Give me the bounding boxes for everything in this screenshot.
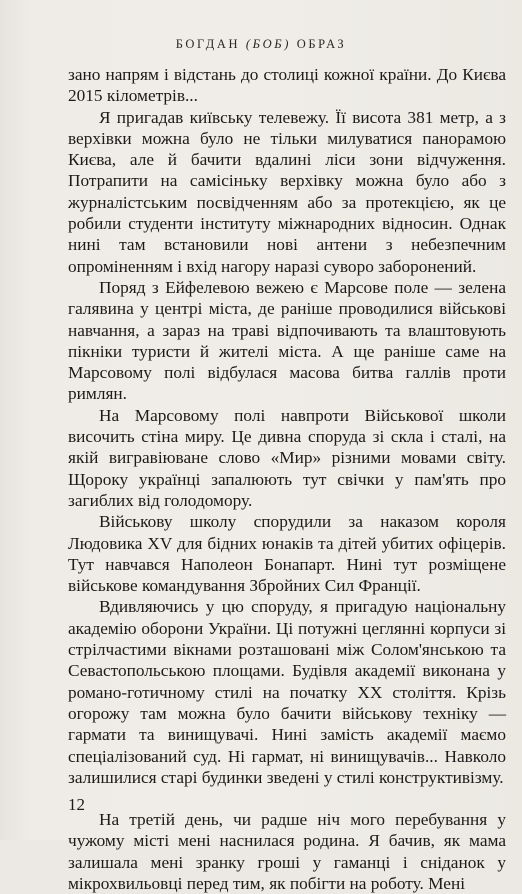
- page-number: 12: [68, 795, 85, 814]
- running-head-nickname: (БОБ): [245, 37, 291, 51]
- paragraph: Вдивляючись у цю споруду, я пригадую національну академію оборони України. Ці потужні цеглянні корпуси зі стрілчастими вікнами розташовані між Солом'янською та Севастопольською площами. Будівля академії виконана у романо-готичному стилі на початку XX століття. Крізь огорожу там можна було бачити військову техніку — гармати та винищувачі. Нині замість академії маємо спеціалізований суд. Ні гармат, ні винищувачів... Навколо залишилися старі будинки зведені у стилі конструктивізму.: [68, 597, 506, 787]
- body-text: [68, 64, 506, 894]
- paragraph: На третій день, чи радше ніч мого перебування у чужому місті мені наснилася родина. Я бачив, як мама залишала мені зранку гроші у гаманці і сніданок у мікрохвильовці перед тим, як побігти на роботу. Мені: [68, 810, 506, 893]
- running-head-surname: ОБРАЗ: [296, 37, 347, 51]
- paragraph: Поряд з Ейфелевою вежею є Марсове поле — зелена галявина у центрі міста, де раніше проводилися військові навчання, а зараз на траві відпочивають та влаштовують пікніки туристи й жителі міста. А ще раніше саме на Марсовому полі відбулася масова битва галлів проти римлян.: [68, 277, 506, 404]
- paragraph: Я пригадав київську телевежу. Її висота 381 метр, а з верхівки можна було не тільки милуватися панорамою Києва, але й бачити вдалині ліси зони відчуження. Потрапити на самісіньку верхівку можна було або з журналістським посвідченням або за протекцією, як це робили студенти інституту міжнародних відносин. Однак нині там встановили нові антени з небезпечним опроміненням і вхід нагору наразі суворо заборонений.: [68, 107, 506, 276]
- running-head-author: БОГДАН: [175, 37, 241, 51]
- paragraph: Військову школу спорудили за наказом короля Людовика XV для бідних юнаків та дітей убитих офіцерів. Тут навчався Наполеон Бонапарт. Нині тут розміщене військове командування Збройних Сил Франції.: [68, 512, 506, 596]
- paragraph: На Марсовому полі навпроти Військової школи височить стіна миру. Це дивна споруда зі скла і сталі, на якій вигравіюване слово «Мир» різними мовами світу. Щороку українці запалюють тут свічки у пам'ять про загиблих від голодомору.: [68, 405, 506, 510]
- paragraph: зано напрям і відстань до столиці кожної країни. До Києва 2015 кілометрів...: [68, 65, 506, 106]
- running-head: [0, 37, 522, 52]
